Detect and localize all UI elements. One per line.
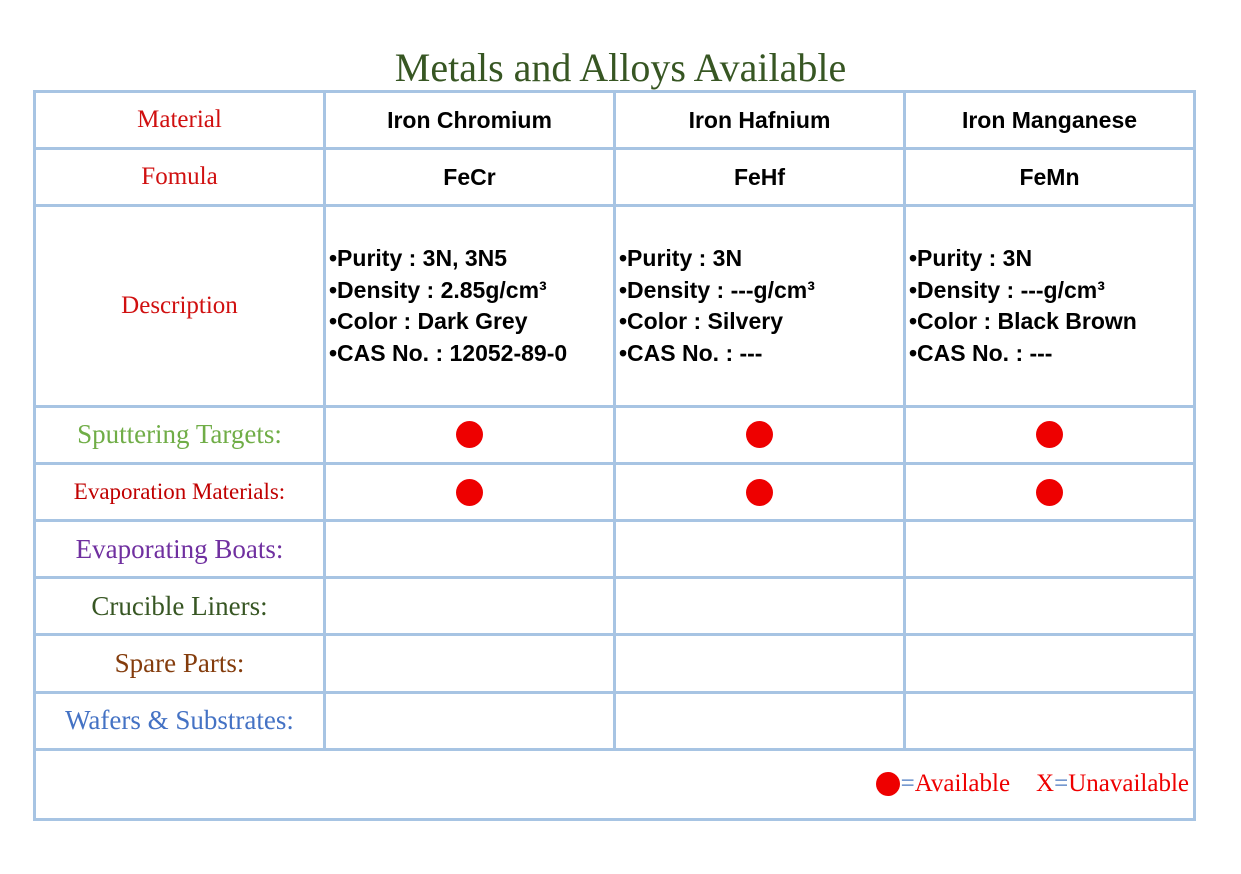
density-text: •Density : ---g/cm³ (619, 276, 815, 303)
available-dot-icon (746, 479, 773, 506)
row-description (35, 206, 1195, 407)
availability-cell (325, 635, 615, 692)
legend (876, 770, 1189, 798)
row-crucible-liners (35, 578, 1195, 635)
material-formula: FeCr (325, 149, 615, 206)
label-material: Material (35, 92, 325, 149)
label-evaporation-materials: Evaporation Materials: (35, 464, 325, 521)
availability-cell (905, 578, 1195, 635)
materials-table (33, 90, 1196, 821)
material-description (615, 206, 905, 407)
density-text: •Density : 2.85g/cm³ (329, 276, 547, 303)
legend-cell (35, 749, 1195, 819)
available-dot-icon (876, 772, 900, 796)
page-title: Metals and Alloys Available (394, 45, 847, 90)
purity-text: •Purity : 3N, 3N5 (329, 245, 508, 272)
material-description (325, 206, 615, 407)
available-dot-icon (456, 479, 483, 506)
available-dot-icon (456, 421, 483, 448)
density-text: •Density : ---g/cm³ (909, 276, 1105, 303)
availability-cell (325, 578, 615, 635)
row-formula (35, 149, 1195, 206)
row-evaporating-boats (35, 521, 1195, 578)
material-name: Iron Manganese (905, 92, 1195, 149)
availability-cell (615, 578, 905, 635)
label-spare-parts: Spare Parts: (35, 635, 325, 692)
availability-cell (615, 692, 905, 749)
availability-cell (905, 406, 1195, 463)
color-text: •Color : Dark Grey (329, 308, 528, 335)
cas-text: •CAS No. : 12052-89-0 (329, 339, 568, 366)
label-sputtering-targets: Sputtering Targets: (35, 406, 325, 463)
row-material (35, 92, 1195, 149)
row-legend (35, 749, 1195, 819)
availability-cell (615, 521, 905, 578)
purity-text: •Purity : 3N (909, 245, 1033, 272)
label-crucible-liners: Crucible Liners: (35, 578, 325, 635)
availability-cell (905, 692, 1195, 749)
material-name: Iron Chromium (325, 92, 615, 149)
label-description: Description (35, 206, 325, 407)
availability-cell (905, 635, 1195, 692)
available-dot-icon (1036, 421, 1063, 448)
row-spare-parts (35, 635, 1195, 692)
color-text: •Color : Silvery (619, 308, 783, 335)
availability-cell (325, 692, 615, 749)
legend-available: Available (914, 770, 1011, 797)
availability-cell (325, 521, 615, 578)
cas-text: •CAS No. : --- (909, 339, 1053, 366)
cas-text: •CAS No. : --- (619, 339, 763, 366)
material-formula: FeHf (615, 149, 905, 206)
availability-cell (325, 464, 615, 521)
unavailable-x-icon: X (1036, 770, 1055, 797)
material-description (905, 206, 1195, 407)
material-name: Iron Hafnium (615, 92, 905, 149)
availability-cell (905, 464, 1195, 521)
purity-text: •Purity : 3N (619, 245, 743, 272)
legend-equals: = (900, 770, 915, 797)
row-sputtering-targets (35, 406, 1195, 463)
label-evaporating-boats: Evaporating Boats: (35, 521, 325, 578)
available-dot-icon (746, 421, 773, 448)
color-text: •Color : Black Brown (909, 308, 1137, 335)
row-wafers-substrates (35, 692, 1195, 749)
availability-cell (615, 406, 905, 463)
availability-cell (615, 464, 905, 521)
availability-cell (615, 635, 905, 692)
availability-cell (905, 521, 1195, 578)
row-evaporation-materials (35, 464, 1195, 521)
label-formula: Fomula (35, 149, 325, 206)
legend-unavailable: Unavailable (1068, 770, 1189, 797)
availability-cell (325, 406, 615, 463)
legend-equals: = (1054, 770, 1069, 797)
available-dot-icon (1036, 479, 1063, 506)
label-wafers-substrates: Wafers & Substrates: (35, 692, 325, 749)
material-formula: FeMn (905, 149, 1195, 206)
